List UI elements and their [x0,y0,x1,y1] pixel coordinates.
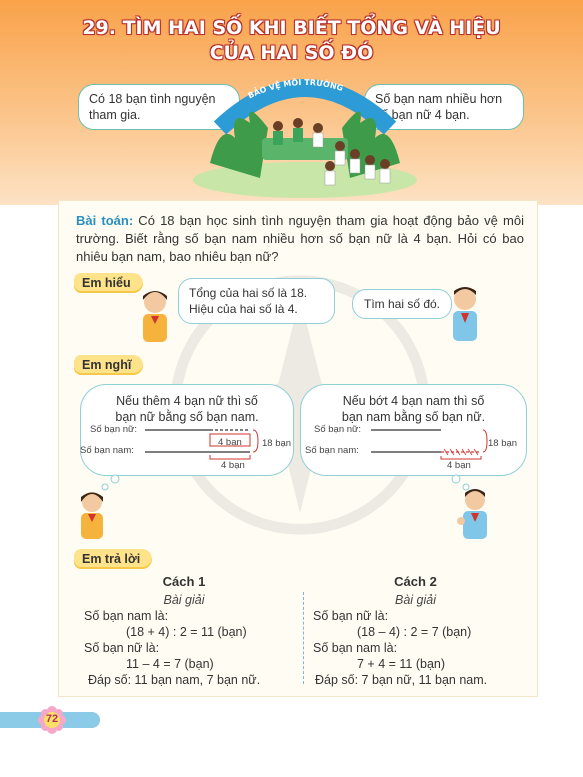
left-diagram-seg-label-bottom: 4 bạn [221,460,245,471]
girl-line-1: Tổng của hai số là 18. [189,286,308,300]
method-1-answer: Đáp số: 11 bạn nam, 7 bạn nữ. [88,673,261,687]
right-right-brace [483,430,487,452]
intro-bubble-right: Số bạn nam nhiều hơn số bạn nữ 4 bạn. [364,84,524,130]
girl-line-2: Hiệu của hai số là 4. [189,302,298,316]
method-2-line-4: 7 + 4 = 11 (bạn) [357,657,446,671]
solution-method-2 [313,574,518,688]
left-diagram-label-girls: Số bạn nữ: [90,424,138,435]
left-diagram-seg-label: 4 bạn [218,437,242,448]
problem-statement [76,212,524,266]
thought-left-text [81,393,293,425]
problem-label: Bài toán: [76,213,134,228]
method-2-line-1: Số bạn nữ là: [313,609,389,623]
intro-bubble-left: Có 18 bạn tình nguyện tham gia. [78,84,240,130]
volunteer-scene-illustration [190,68,420,198]
right-diagram-label-girls: Số bạn nữ: [314,424,362,435]
right-bottom-brace [441,456,481,459]
method-2-subheading: Bài giải [395,593,436,607]
method-1-heading: Cách 1 [162,574,206,589]
problem-text: Có 18 bạn học sinh tình nguyện tham gia hoạt động bảo vệ môi trường. Biết rằng số bạn nam nhiều hơn số bạn nữ là 4 bạn. Hỏi có bao nhiêu bạn nam, bao nhiêu bạn nữ? [76,213,524,264]
left-diagram-label-boys: Số bạn nam: [80,445,134,456]
right-diagram-seg-label: 4 bạn [447,460,471,471]
method-2-line-3: Số bạn nam là: [313,641,398,655]
boy-speech-bubble: Tìm hai số đó. [352,289,452,319]
solutions-divider [303,592,304,684]
title-line-2: CỦA HAI SỐ ĐÓ [209,42,374,64]
title-line-1: 29. TÌM HAI SỐ KHI BIẾT TỔNG VÀ HIỆU [82,17,501,39]
method-1-line-3: Số bạn nữ là: [84,641,160,655]
left-right-brace [253,430,258,452]
method-2-line-2: (18 – 4) : 2 = 7 (bạn) [357,625,472,639]
method-1-line-2: (18 + 4) : 2 = 11 (bạn) [126,625,247,639]
lesson-title [0,16,583,66]
boy-character-icon [445,285,485,345]
section-tag-em-nghi: Em nghĩ [74,355,143,375]
thought-left-line-1: Nếu thêm 4 bạn nữ thì số [116,394,258,408]
solution-method-1 [84,574,284,688]
right-diagram-label-boys: Số bạn nam: [305,445,359,456]
method-2-answer: Đáp số: 7 bạn nữ, 11 bạn nam. [315,673,488,687]
boy-thinking-icon [453,487,495,543]
left-bottom-brace [210,455,250,459]
girl-thinking-icon [74,490,110,542]
method-1-line-4: 11 – 4 = 7 (bạn) [126,657,214,671]
banner-text: BẢO VỆ MÔI TRƯỜNG [246,77,345,101]
thought-left-line-2: bạn nữ bằng số bạn nam. [115,410,259,424]
thought-right-line-1: Nếu bớt 4 bạn nam thì số [342,394,485,408]
section-tag-em-tra-loi: Em trả lời [74,549,152,569]
method-1-subheading: Bài giải [163,593,205,607]
method-2-heading: Cách 2 [394,574,437,589]
left-diagram-total: 18 bạn [262,438,292,449]
girl-character-icon [135,288,175,346]
thought-right-text [301,393,526,425]
right-diagram-total: 18 bạn [488,438,518,449]
section-tag-em-hieu: Em hiểu [74,273,143,293]
thought-right-line-2: bạn nam bằng số bạn nữ. [341,410,486,424]
girl-speech-bubble [178,278,335,324]
method-1-line-1: Số bạn nam là: [84,609,169,623]
page-number: 72 [45,713,59,725]
